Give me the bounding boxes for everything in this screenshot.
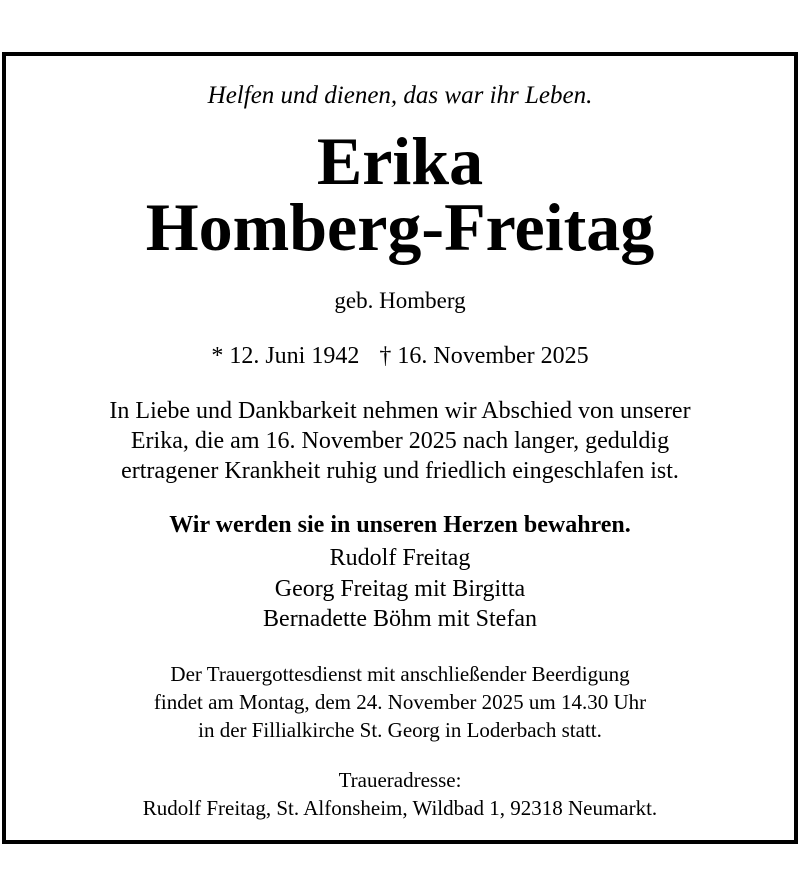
name-first: Erika xyxy=(316,123,484,199)
mourner: Georg Freitag mit Birgitta xyxy=(274,575,526,602)
address-text: Rudolf Freitag, St. Alfonsheim, Wildbad 1, 92318 Neumarkt. xyxy=(142,796,658,820)
birth-date: * 12. Juni 1942 xyxy=(211,343,360,369)
service-line: Der Trauergottesdienst mit anschließender Beerdigung xyxy=(170,662,630,686)
service-line: in der Fillialkirche St. Georg in Loderbach statt. xyxy=(198,718,602,742)
service-line: findet am Montag, dem 24. November 2025 um 14.30 Uhr xyxy=(153,690,647,714)
life-dates xyxy=(6,343,794,370)
deceased-name xyxy=(6,123,794,265)
mourner: Rudolf Freitag xyxy=(329,545,471,571)
birth-name: geb. Homberg xyxy=(334,288,466,313)
funeral-service-info xyxy=(6,660,794,744)
name-last: Homberg-Freitag xyxy=(145,189,655,265)
farewell-line: Erika, die am 16. November 2025 nach langer, geduldig xyxy=(130,428,670,454)
remembrance-line: Wir werden sie in unseren Herzen bewahren. xyxy=(169,512,631,538)
farewell-line: ertragener Krankheit ruhig und friedlich eingeschlafen ist. xyxy=(121,458,679,484)
mourning-address xyxy=(6,766,794,822)
farewell-text xyxy=(6,396,794,486)
address-label: Traueradresse: xyxy=(338,768,462,792)
death-date: † 16. November 2025 xyxy=(379,343,589,369)
obituary-frame xyxy=(2,52,798,844)
farewell-line: In Liebe und Dankbarkeit nehmen wir Abschied von unserer xyxy=(109,398,691,424)
mourner: Bernadette Böhm mit Stefan xyxy=(263,606,537,632)
motto: Helfen und dienen, das war ihr Leben. xyxy=(207,82,593,109)
mourners-list xyxy=(6,543,794,635)
